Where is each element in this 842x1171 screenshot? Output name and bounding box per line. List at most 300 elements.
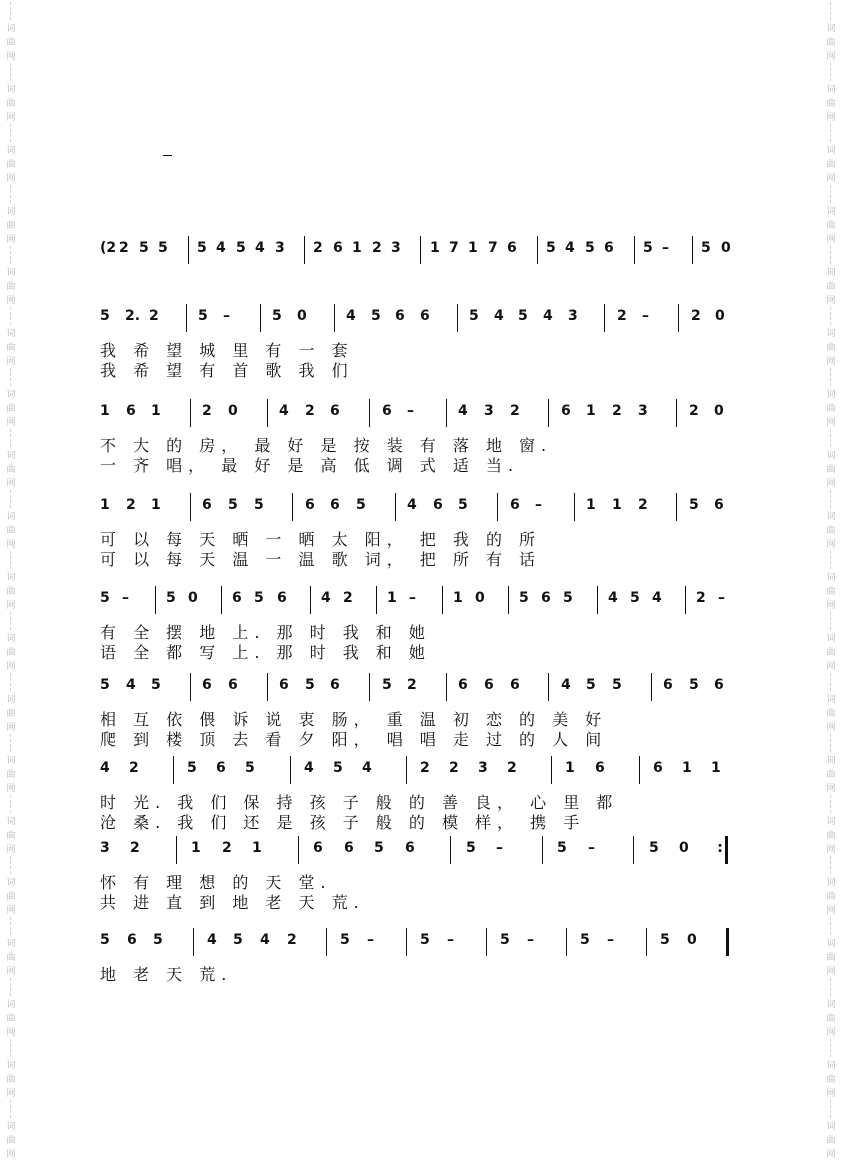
watermark-dash [10, 185, 12, 203]
note: 4 [346, 308, 356, 324]
barline [646, 928, 647, 956]
note: 3 [391, 240, 401, 256]
note: 6 [595, 760, 605, 776]
note: 2 [119, 240, 129, 256]
barline [574, 493, 575, 521]
barline [186, 304, 187, 332]
note: 1 [682, 760, 692, 776]
note: 6 [395, 308, 405, 324]
note: 5 [233, 932, 243, 948]
note: 0 [679, 840, 689, 856]
watermark-stamp: 词 曲 网 [6, 573, 16, 611]
note: 5 [519, 590, 529, 606]
note: 4 [407, 497, 417, 513]
note: 4 [565, 240, 575, 256]
watermark-dash [10, 490, 12, 508]
note: – [642, 308, 649, 324]
watermark-dash [830, 2, 832, 20]
barline [188, 236, 189, 264]
note: 6 [510, 497, 520, 513]
note: 4 [561, 677, 571, 693]
watermark-stamp: 词 曲 网 [6, 207, 16, 245]
note: – [535, 497, 542, 513]
note: 4 [652, 590, 662, 606]
lyric-line: 爬 到 楼 顶 去 看 夕 阳， 唱 唱 走 过 的 人 间 [100, 730, 608, 749]
barline [304, 236, 305, 264]
note: 5 [660, 932, 670, 948]
watermark-dash [830, 551, 832, 569]
barline [726, 928, 729, 956]
watermark-stamp: 词 曲 网 [6, 329, 16, 367]
note: 5 [612, 677, 622, 693]
watermark-dash [10, 551, 12, 569]
lyric-line: 沧 桑. 我 们 还 是 孩 子 般 的 模 样， 携 手 [100, 813, 586, 832]
note: 6 [541, 590, 551, 606]
note: 2 [507, 760, 517, 776]
note: 5 [630, 590, 640, 606]
barline [298, 836, 299, 864]
watermark-stamp: 词 曲 网 [826, 634, 836, 672]
note: 6 [344, 840, 354, 856]
watermark-stamp: 词 曲 网 [826, 1122, 836, 1160]
lyric-line: 不 大 的 房， 最 好 是 按 装 有 落 地 窗. [100, 436, 553, 455]
note: 5 [151, 677, 161, 693]
note: 5 [689, 677, 699, 693]
barline [267, 399, 268, 427]
note: 6 [382, 403, 392, 419]
notation-row [100, 932, 740, 956]
note: 5 [333, 760, 343, 776]
watermark-stamp: 词 曲 网 [826, 24, 836, 62]
watermark-stamp: 词 曲 网 [826, 1061, 836, 1099]
note: 6 [405, 840, 415, 856]
watermark-stamp: 词 曲 网 [826, 695, 836, 733]
note: – [718, 590, 725, 606]
note: 6 [279, 677, 289, 693]
note: 6 [305, 497, 315, 513]
note: 6 [507, 240, 517, 256]
watermark-dash [830, 185, 832, 203]
lyric-line: 共 进 直 到 地 老 天 荒. [100, 893, 365, 912]
note: 6 [484, 677, 494, 693]
note: 4 [304, 760, 314, 776]
note: 1 [711, 760, 721, 776]
note: 6 [232, 590, 242, 606]
note: 6 [458, 677, 468, 693]
watermark-dash [830, 368, 832, 386]
left-watermark-strip [0, 0, 22, 1171]
barline [406, 928, 407, 956]
note: 5 [580, 932, 590, 948]
barline [406, 756, 407, 784]
watermark-stamp: 词 曲 网 [826, 451, 836, 489]
note: 5 [166, 590, 176, 606]
note: 1 [151, 403, 161, 419]
note: 5 [420, 932, 430, 948]
time-signature [163, 155, 172, 156]
lyric-line: 我 希 望 城 里 有 一 套 [100, 341, 354, 360]
note: 5 [371, 308, 381, 324]
note: 1 [612, 497, 622, 513]
note: 3 [478, 760, 488, 776]
barline [190, 493, 191, 521]
note: 2 [689, 403, 699, 419]
barline [497, 493, 498, 521]
watermark-dash [830, 978, 832, 996]
watermark-stamp: 词 曲 网 [6, 24, 16, 62]
barline [334, 304, 335, 332]
note: 6 [228, 677, 238, 693]
barline [508, 586, 509, 614]
note: – [367, 932, 374, 948]
barline [548, 673, 549, 701]
lyric-line: 地 老 天 荒. [100, 965, 233, 984]
barline [260, 304, 261, 332]
watermark-stamp: 词 曲 网 [6, 512, 16, 550]
note: 1 [453, 590, 463, 606]
watermark-stamp: 词 曲 网 [6, 451, 16, 489]
notation-row [100, 308, 740, 332]
note: 4 [494, 308, 504, 324]
note: 2 [449, 760, 459, 776]
lyric-line: 相 互 依 偎 诉 说 衷 肠， 重 温 初 恋 的 美 好 [100, 710, 608, 729]
note: 0 [715, 308, 725, 324]
note: – [447, 932, 454, 948]
note: 2 [287, 932, 297, 948]
barline [292, 493, 293, 521]
note: 0 [297, 308, 307, 324]
watermark-stamp: 词 曲 网 [826, 390, 836, 428]
barline [190, 673, 191, 701]
note: 5 [356, 497, 366, 513]
note: 1 [586, 497, 596, 513]
barline [267, 673, 268, 701]
note: – [607, 932, 614, 948]
barline [486, 928, 487, 956]
note: – [527, 932, 534, 948]
watermark-dash [830, 429, 832, 447]
watermark-dash [10, 1039, 12, 1057]
note: 5 [649, 840, 659, 856]
barline [685, 586, 686, 614]
barline [326, 928, 327, 956]
note: 4 [216, 240, 226, 256]
note: 4 [126, 677, 136, 693]
note: 6 [333, 240, 343, 256]
watermark-dash [10, 612, 12, 630]
watermark-dash [10, 1100, 12, 1118]
note: 5 [689, 497, 699, 513]
note: 4 [362, 760, 372, 776]
note: 5 [546, 240, 556, 256]
barline [173, 756, 174, 784]
note: 5 [458, 497, 468, 513]
note: 1 [100, 497, 110, 513]
note: 3 [484, 403, 494, 419]
source-credit [588, 1112, 608, 1140]
note: 2 [129, 760, 139, 776]
note: 5 [158, 240, 168, 256]
barline [290, 756, 291, 784]
barline [193, 928, 194, 956]
watermark-dash [830, 490, 832, 508]
notation-row [100, 760, 740, 784]
note: 6 [714, 497, 724, 513]
watermark-stamp: 词 曲 网 [826, 146, 836, 184]
note: 6 [313, 840, 323, 856]
barline [221, 586, 222, 614]
watermark-stamp: 词 曲 网 [826, 939, 836, 977]
note: 6 [330, 403, 340, 419]
note: 2 [126, 497, 136, 513]
watermark-dash [830, 1039, 832, 1057]
note: 4 [458, 403, 468, 419]
note: 5 [272, 308, 282, 324]
watermark-stamp: 词 曲 网 [826, 268, 836, 306]
note: 1 [586, 403, 596, 419]
note: – [588, 840, 595, 856]
note: 1 [565, 760, 575, 776]
note: 5 [100, 932, 110, 948]
watermark-dash [830, 1100, 832, 1118]
note: 4 [255, 240, 265, 256]
note: 6 [202, 677, 212, 693]
note: 1 [352, 240, 362, 256]
notation-row [100, 497, 740, 521]
note: 3 [638, 403, 648, 419]
watermark-dash [10, 124, 12, 142]
watermark-dash [10, 734, 12, 752]
note: 5 [254, 497, 264, 513]
note: 7 [488, 240, 498, 256]
barline [395, 493, 396, 521]
note: 6 [653, 760, 663, 776]
watermark-stamp: 词 曲 网 [826, 85, 836, 123]
note: 4 [543, 308, 553, 324]
notation-row [100, 240, 740, 264]
note: 5 [139, 240, 149, 256]
watermark-dash [830, 246, 832, 264]
watermark-dash [830, 734, 832, 752]
note: – [496, 840, 503, 856]
note: 5 [374, 840, 384, 856]
watermark-stamp: 词 曲 网 [6, 817, 16, 855]
note: 2 [222, 840, 232, 856]
note: 5 [340, 932, 350, 948]
note: 1 [252, 840, 262, 856]
note: 6 [561, 403, 571, 419]
notation-row [100, 840, 740, 864]
tempo-marking [116, 210, 130, 223]
barline [176, 836, 177, 864]
note: 6 [330, 497, 340, 513]
barline [542, 836, 543, 864]
note: 2 [407, 677, 417, 693]
watermark-stamp: 词 曲 网 [6, 939, 16, 977]
barline [678, 304, 679, 332]
watermark-stamp: 词 曲 网 [6, 1000, 16, 1038]
note: 6 [330, 677, 340, 693]
note: 5 [245, 760, 255, 776]
notation-row [100, 403, 740, 427]
note: 0 [475, 590, 485, 606]
watermark-dash [830, 307, 832, 325]
note: 5 [153, 932, 163, 948]
note: 2 [691, 308, 701, 324]
note: 2 [343, 590, 353, 606]
note: – [409, 590, 416, 606]
watermark-dash [830, 795, 832, 813]
note: 1 [100, 403, 110, 419]
lyric-line: 我 希 望 有 首 歌 我 们 [100, 361, 354, 380]
barline [310, 586, 311, 614]
watermark-stamp: 词 曲 网 [826, 573, 836, 611]
note: 5 [586, 677, 596, 693]
watermark-dash [10, 307, 12, 325]
watermark-stamp: 词 曲 网 [6, 1061, 16, 1099]
lyric-line: 有 全 摆 地 上. 那 时 我 和 她 [100, 623, 431, 642]
note: 6 [277, 590, 287, 606]
note: 5 [236, 240, 246, 256]
note: 5 [557, 840, 567, 856]
note: 6 [604, 240, 614, 256]
note: – [662, 240, 669, 256]
note: 5 [469, 308, 479, 324]
watermark-stamp: 词 曲 网 [6, 146, 16, 184]
note: 0 [714, 403, 724, 419]
note: 4 [321, 590, 331, 606]
lyric-line: 语 全 都 写 上. 那 时 我 和 她 [100, 643, 431, 662]
watermark-dash [10, 246, 12, 264]
watermark-stamp: 词 曲 网 [6, 85, 16, 123]
watermark-stamp: 词 曲 网 [6, 634, 16, 672]
note: 6 [433, 497, 443, 513]
note: 5 [701, 240, 711, 256]
note: 6 [714, 677, 724, 693]
note: 5 [518, 308, 528, 324]
note: 2 [202, 403, 212, 419]
barline [692, 236, 693, 264]
note: 5 [228, 497, 238, 513]
lyric-line: 时 光. 我 们 保 持 孩 子 般 的 善 良， 心 里 都 [100, 793, 619, 812]
note: 5 [254, 590, 264, 606]
note: 6 [202, 497, 212, 513]
lyric-line: 一 齐 唱， 最 好 是 高 低 调 式 适 当. [100, 456, 520, 475]
note: 2 [420, 760, 430, 776]
barline [420, 236, 421, 264]
note: 5 [643, 240, 653, 256]
note: 5 [585, 240, 595, 256]
note: 5 [100, 590, 110, 606]
watermark-stamp: 词 曲 网 [826, 878, 836, 916]
watermark-dash [10, 917, 12, 935]
note: – [122, 590, 129, 606]
note: 5 [198, 308, 208, 324]
watermark-dash [10, 63, 12, 81]
notation-row [100, 677, 740, 701]
note: 4 [100, 760, 110, 776]
note: 0 [687, 932, 697, 948]
note: 1 [191, 840, 201, 856]
watermark-stamp: 词 曲 网 [6, 756, 16, 794]
note: 0 [721, 240, 731, 256]
note: 5 [187, 760, 197, 776]
watermark-dash [10, 2, 12, 20]
barline [597, 586, 598, 614]
note: 2 [617, 308, 627, 324]
watermark-dash [10, 978, 12, 996]
watermark-stamp: 词 曲 网 [826, 329, 836, 367]
note: 6 [216, 760, 226, 776]
barline [676, 493, 677, 521]
watermark-dash [830, 124, 832, 142]
note: 2 [510, 403, 520, 419]
barline [446, 399, 447, 427]
note: 4 [279, 403, 289, 419]
note: 2 [149, 308, 159, 324]
barline [446, 673, 447, 701]
note: 5 [563, 590, 573, 606]
note: 5 [197, 240, 207, 256]
note: – [223, 308, 230, 324]
barline [676, 399, 677, 427]
note: 6 [127, 932, 137, 948]
note: 2 [130, 840, 140, 856]
watermark-dash [10, 673, 12, 691]
barline [551, 756, 552, 784]
note: 5 [100, 308, 110, 324]
note: 6 [663, 677, 673, 693]
note: 1 [468, 240, 478, 256]
notation-row [100, 590, 740, 614]
right-watermark-strip [820, 0, 842, 1171]
barline [566, 928, 567, 956]
note: 3 [275, 240, 285, 256]
repeat-sign: : [717, 840, 723, 856]
barline [639, 756, 640, 784]
note: 1 [430, 240, 440, 256]
note: 2 [313, 240, 323, 256]
note: 4 [207, 932, 217, 948]
watermark-dash [830, 63, 832, 81]
barline [450, 836, 451, 864]
watermark-stamp: 词 曲 网 [826, 1000, 836, 1038]
note: 5 [305, 677, 315, 693]
watermark-stamp: 词 曲 网 [826, 756, 836, 794]
note: 5 [466, 840, 476, 856]
note: 0 [188, 590, 198, 606]
watermark-dash [10, 429, 12, 447]
note: 1 [387, 590, 397, 606]
watermark-stamp: 词 曲 网 [6, 390, 16, 428]
note: 5 [382, 677, 392, 693]
note: 6 [420, 308, 430, 324]
watermark-stamp: 词 曲 网 [6, 695, 16, 733]
barline [190, 399, 191, 427]
watermark-dash [10, 856, 12, 874]
barline [457, 304, 458, 332]
barline [651, 673, 652, 701]
note: 3 [100, 840, 110, 856]
barline [376, 586, 377, 614]
note: 3 [568, 308, 578, 324]
note: 2 [638, 497, 648, 513]
watermark-stamp: 词 曲 网 [826, 817, 836, 855]
barline [633, 836, 634, 864]
note: 2 [372, 240, 382, 256]
barline [442, 586, 443, 614]
lyric-line: 可 以 每 天 温 一 温 歌 词， 把 所 有 话 [100, 550, 542, 569]
